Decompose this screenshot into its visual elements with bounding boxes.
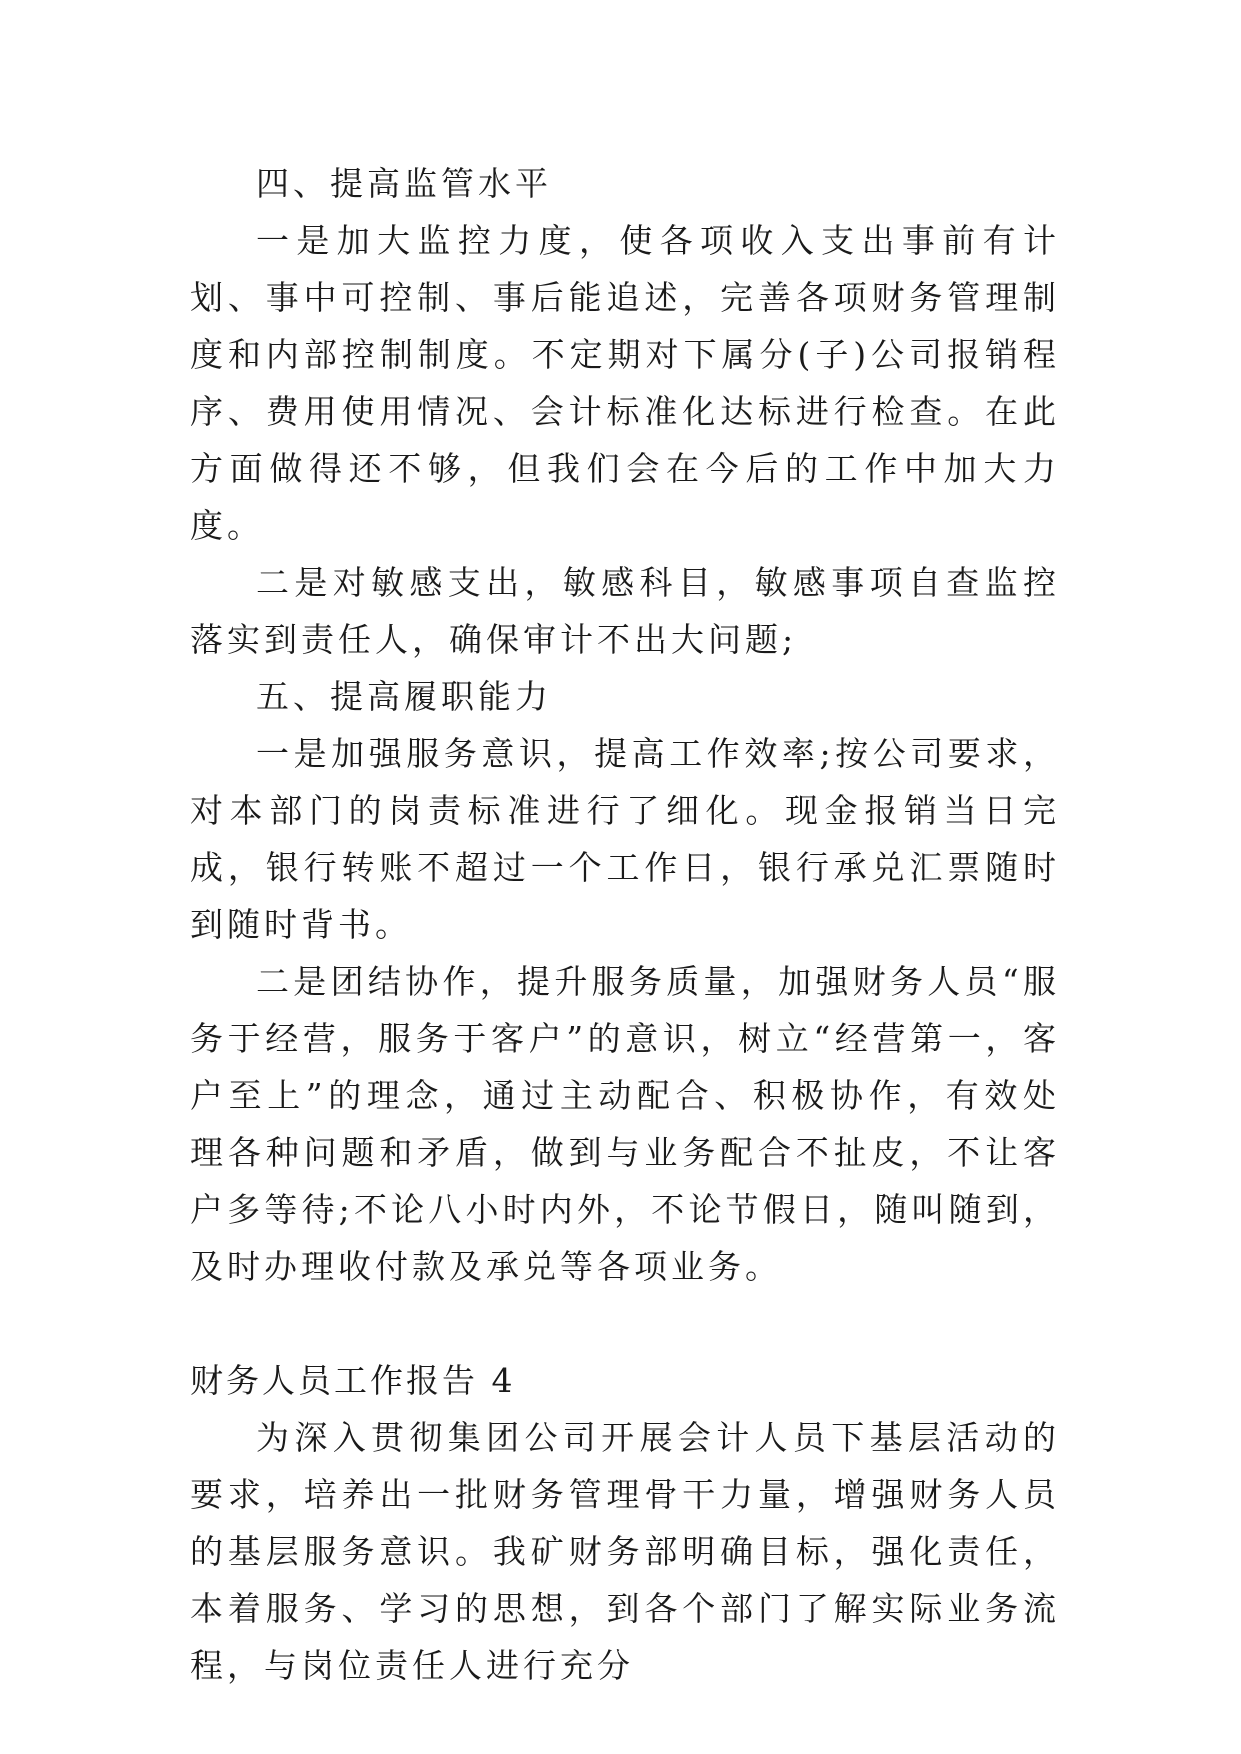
paragraph-intro: 为深入贯彻集团公司开展会计人员下基层活动的要求，培养出一批财务管理骨干力量，增强财务人员的基层服务意识。我矿财务部明确目标，强化责任，本着服务、学习的思想，到各个部门了解实际业务流程，与岗位责任人进行充分 xyxy=(190,1418,1060,1685)
paragraph-sensitive-items: 二是对敏感支出，敏感科目，敏感事项自查监控落实到责任人，确保审计不出大问题; xyxy=(190,563,1060,659)
paragraph-teamwork: 二是团结协作，提升服务质量，加强财务人员“服务于经营，服务于客户”的意识，树立“经营第一，客户至上”的理念，通过主动配合、积极协作，有效处理各种问题和矛盾，做到与业务配合不扯皮，不让客户多等待;不论八小时内外，不论节假日，随叫随到，及时办理收付款及承兑等各项业务。 xyxy=(190,962,1060,1286)
paragraph-service-awareness: 一是加强服务意识，提高工作效率;按公司要求，对本部门的岗责标准进行了细化。现金报销当日完成，银行转账不超过一个工作日，银行承兑汇票随时到随时背书。 xyxy=(190,734,1060,944)
heading-supervision: 四、提高监管水平 xyxy=(256,164,552,203)
section-title: 财务人员工作报告 4 xyxy=(190,1361,516,1400)
heading-performance: 五、提高履职能力 xyxy=(256,677,552,716)
paragraph-monitoring: 一是加大监控力度，使各项收入支出事前有计划、事中可控制、事后能追述，完善各项财务管理制度和内部控制制度。不定期对下属分(子)公司报销程序、费用使用情况、会计标准化达标进行检查。在此方面做得还不够，但我们会在今后的工作中加大力度。 xyxy=(190,221,1060,545)
document-body xyxy=(190,155,1060,1694)
